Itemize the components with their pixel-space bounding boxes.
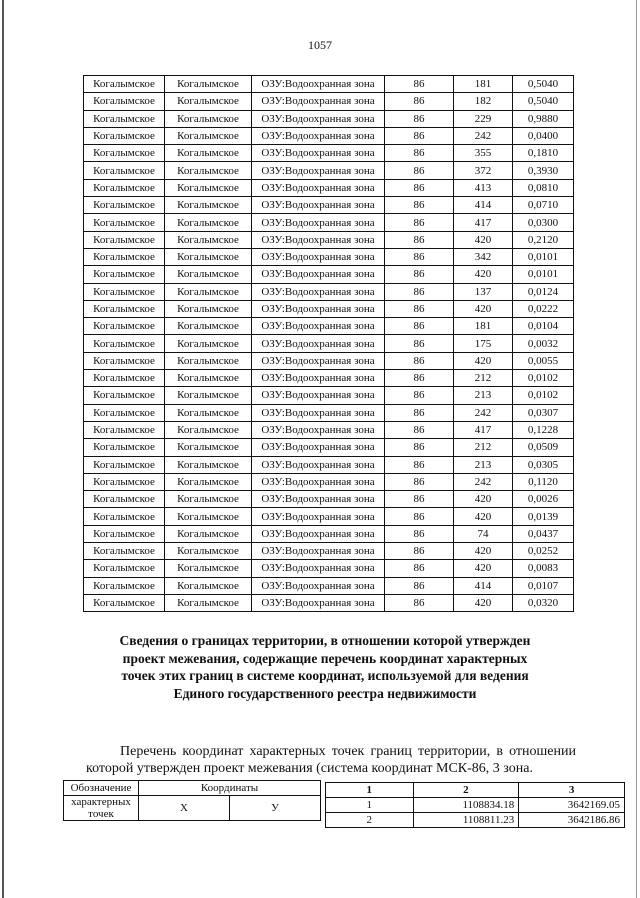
- locality-cell: Когалымское: [165, 456, 252, 473]
- region-code-cell: 86: [385, 508, 454, 525]
- table-row: [84, 473, 574, 490]
- table-row: [84, 335, 574, 352]
- zone-type-cell: ОЗУ:Водоохранная зона: [252, 404, 385, 421]
- locality-cell: Когалымское: [165, 231, 252, 248]
- table-row: [84, 197, 574, 214]
- municipality-cell: Когалымское: [84, 525, 165, 542]
- zone-type-cell: ОЗУ:Водоохранная зона: [252, 439, 385, 456]
- coord-col-label: Обозначение: [64, 781, 139, 796]
- y-value: 3642186.86: [519, 813, 625, 828]
- zone-type-cell: ОЗУ:Водоохранная зона: [252, 577, 385, 594]
- municipality-cell: Когалымское: [84, 543, 165, 560]
- region-code-cell: 86: [385, 491, 454, 508]
- table-row: [84, 456, 574, 473]
- region-code-cell: 86: [385, 231, 454, 248]
- region-code-cell: 86: [385, 421, 454, 438]
- zone-type-cell: ОЗУ:Водоохранная зона: [252, 421, 385, 438]
- region-code-cell: 86: [385, 387, 454, 404]
- area-cell: 0,0124: [513, 283, 574, 300]
- region-code-cell: 86: [385, 560, 454, 577]
- locality-cell: Когалымское: [165, 577, 252, 594]
- zone-type-cell: ОЗУ:Водоохранная зона: [252, 214, 385, 231]
- parcel-number-cell: 420: [454, 543, 513, 560]
- area-cell: 0,0102: [513, 387, 574, 404]
- parcel-number-cell: 413: [454, 179, 513, 196]
- table-row: [84, 110, 574, 127]
- table-row: [84, 318, 574, 335]
- parcel-number-cell: 417: [454, 214, 513, 231]
- area-cell: 0,0107: [513, 577, 574, 594]
- region-code-cell: 86: [385, 525, 454, 542]
- parcel-number-cell: 229: [454, 110, 513, 127]
- region-code-cell: 86: [385, 335, 454, 352]
- region-code-cell: 86: [385, 543, 454, 560]
- parcel-number-cell: 420: [454, 266, 513, 283]
- coord-row-label-1: характерных: [71, 796, 131, 808]
- area-cell: 0,0083: [513, 560, 574, 577]
- scan-edge-left: [2, 0, 4, 898]
- municipality-cell: Когалымское: [84, 491, 165, 508]
- area-cell: 0,5040: [513, 76, 574, 93]
- parcel-number-cell: 420: [454, 300, 513, 317]
- municipality-cell: Когалымское: [84, 370, 165, 387]
- municipality-cell: Когалымское: [84, 404, 165, 421]
- locality-cell: Когалымское: [165, 335, 252, 352]
- coord-table-values: [325, 782, 625, 828]
- zone-type-cell: ОЗУ:Водоохранная зона: [252, 162, 385, 179]
- zone-type-cell: ОЗУ:Водоохранная зона: [252, 110, 385, 127]
- table-row: [84, 404, 574, 421]
- locality-cell: Когалымское: [165, 439, 252, 456]
- zone-type-cell: ОЗУ:Водоохранная зона: [252, 127, 385, 144]
- zone-type-cell: ОЗУ:Водоохранная зона: [252, 197, 385, 214]
- region-code-cell: 86: [385, 145, 454, 162]
- area-cell: 0,0139: [513, 508, 574, 525]
- parcel-number-cell: 355: [454, 145, 513, 162]
- region-code-cell: 86: [385, 179, 454, 196]
- x-value: 1108834.18: [413, 798, 519, 813]
- region-code-cell: 86: [385, 594, 454, 611]
- coord-row: [326, 813, 625, 828]
- zone-type-cell: ОЗУ:Водоохранная зона: [252, 525, 385, 542]
- page-number: 1057: [308, 38, 332, 52]
- zone-type-cell: ОЗУ:Водоохранная зона: [252, 473, 385, 490]
- region-code-cell: 86: [385, 404, 454, 421]
- locality-cell: Когалымское: [165, 179, 252, 196]
- y-label: У: [230, 796, 321, 821]
- table-row: [84, 387, 574, 404]
- region-code-cell: 86: [385, 370, 454, 387]
- locality-cell: Когалымское: [165, 594, 252, 611]
- area-cell: 0,2120: [513, 231, 574, 248]
- region-code-cell: 86: [385, 456, 454, 473]
- parcel-number-cell: 414: [454, 197, 513, 214]
- zone-type-cell: ОЗУ:Водоохранная зона: [252, 370, 385, 387]
- locality-cell: Когалымское: [165, 318, 252, 335]
- area-cell: 0,0320: [513, 594, 574, 611]
- zone-type-cell: ОЗУ:Водоохранная зона: [252, 352, 385, 369]
- point-number: 2: [326, 813, 414, 828]
- locality-cell: Когалымское: [165, 560, 252, 577]
- section-heading-line: Сведения о границах территории, в отношении которой утвержден: [119, 633, 531, 648]
- municipality-cell: Когалымское: [84, 214, 165, 231]
- area-cell: 0,0104: [513, 318, 574, 335]
- section-heading: [90, 632, 560, 702]
- table-row: [84, 525, 574, 542]
- locality-cell: Когалымское: [165, 93, 252, 110]
- region-code-cell: 86: [385, 197, 454, 214]
- table-row: [84, 162, 574, 179]
- locality-cell: Когалымское: [165, 197, 252, 214]
- parcel-number-cell: 213: [454, 387, 513, 404]
- table-row: [84, 577, 574, 594]
- locality-cell: Когалымское: [165, 248, 252, 265]
- municipality-cell: Когалымское: [84, 352, 165, 369]
- municipality-cell: Когалымское: [84, 231, 165, 248]
- locality-cell: Когалымское: [165, 76, 252, 93]
- zone-type-cell: ОЗУ:Водоохранная зона: [252, 560, 385, 577]
- table-row: [84, 439, 574, 456]
- area-cell: 0,5040: [513, 93, 574, 110]
- municipality-cell: Когалымское: [84, 387, 165, 404]
- region-code-cell: 86: [385, 300, 454, 317]
- header-num: 2: [413, 783, 519, 798]
- table-row: [84, 594, 574, 611]
- municipality-cell: Когалымское: [84, 508, 165, 525]
- zones-table-body: [84, 76, 574, 612]
- locality-cell: Когалымское: [165, 370, 252, 387]
- area-cell: 0,0101: [513, 266, 574, 283]
- table-row: [84, 300, 574, 317]
- parcel-number-cell: 182: [454, 93, 513, 110]
- table-row: [84, 421, 574, 438]
- area-cell: 0,1810: [513, 145, 574, 162]
- parcel-number-cell: 420: [454, 508, 513, 525]
- locality-cell: Когалымское: [165, 404, 252, 421]
- region-code-cell: 86: [385, 76, 454, 93]
- municipality-cell: Когалымское: [84, 93, 165, 110]
- municipality-cell: Когалымское: [84, 179, 165, 196]
- region-code-cell: 86: [385, 577, 454, 594]
- parcel-number-cell: 242: [454, 404, 513, 421]
- zone-type-cell: ОЗУ:Водоохранная зона: [252, 145, 385, 162]
- locality-cell: Когалымское: [165, 543, 252, 560]
- parcel-number-cell: 420: [454, 352, 513, 369]
- area-cell: 0,0305: [513, 456, 574, 473]
- table-row: [84, 127, 574, 144]
- zone-type-cell: ОЗУ:Водоохранная зона: [252, 283, 385, 300]
- area-cell: 0,0437: [513, 525, 574, 542]
- zone-type-cell: ОЗУ:Водоохранная зона: [252, 179, 385, 196]
- x-label: Х: [139, 796, 230, 821]
- region-code-cell: 86: [385, 110, 454, 127]
- locality-cell: Когалымское: [165, 491, 252, 508]
- parcel-number-cell: 420: [454, 491, 513, 508]
- locality-cell: Когалымское: [165, 300, 252, 317]
- coord-row-label-2: точек: [88, 808, 114, 820]
- parcel-number-cell: 137: [454, 283, 513, 300]
- area-cell: 0,0101: [513, 248, 574, 265]
- parcel-number-cell: 175: [454, 335, 513, 352]
- area-cell: 0,9880: [513, 110, 574, 127]
- zone-type-cell: ОЗУ:Водоохранная зона: [252, 93, 385, 110]
- locality-cell: Когалымское: [165, 473, 252, 490]
- region-code-cell: 86: [385, 473, 454, 490]
- municipality-cell: Когалымское: [84, 456, 165, 473]
- locality-cell: Когалымское: [165, 127, 252, 144]
- area-cell: 0,0252: [513, 543, 574, 560]
- parcel-number-cell: 242: [454, 473, 513, 490]
- municipality-cell: Когалымское: [84, 76, 165, 93]
- municipality-cell: Когалымское: [84, 162, 165, 179]
- area-cell: 0,0032: [513, 335, 574, 352]
- region-code-cell: 86: [385, 439, 454, 456]
- y-value: 3642169.05: [519, 798, 625, 813]
- zones-table: [83, 75, 574, 612]
- coord-row-label: [64, 796, 139, 821]
- locality-cell: Когалымское: [165, 525, 252, 542]
- table-row: [84, 93, 574, 110]
- area-cell: 0,0307: [513, 404, 574, 421]
- area-cell: 0,0400: [513, 127, 574, 144]
- area-cell: 0,0710: [513, 197, 574, 214]
- coords-header: Координаты: [139, 781, 321, 796]
- locality-cell: Когалымское: [165, 387, 252, 404]
- table-row: [84, 543, 574, 560]
- table-row: [84, 266, 574, 283]
- area-cell: 0,3930: [513, 162, 574, 179]
- municipality-cell: Когалымское: [84, 421, 165, 438]
- zone-type-cell: ОЗУ:Водоохранная зона: [252, 248, 385, 265]
- region-code-cell: 86: [385, 352, 454, 369]
- parcel-number-cell: 181: [454, 76, 513, 93]
- locality-cell: Когалымское: [165, 352, 252, 369]
- region-code-cell: 86: [385, 266, 454, 283]
- locality-cell: Когалымское: [165, 283, 252, 300]
- zone-type-cell: ОЗУ:Водоохранная зона: [252, 543, 385, 560]
- parcel-number-cell: 420: [454, 594, 513, 611]
- parcel-number-cell: 74: [454, 525, 513, 542]
- table-row: [84, 214, 574, 231]
- region-code-cell: 86: [385, 127, 454, 144]
- table-row: [84, 145, 574, 162]
- parcel-number-cell: 372: [454, 162, 513, 179]
- table-row: [84, 76, 574, 93]
- municipality-cell: Когалымское: [84, 266, 165, 283]
- municipality-cell: Когалымское: [84, 335, 165, 352]
- intro-text: Перечень координат характерных точек границ территории, в отношении которой утвержден проект межевания (система координат МСК-86, 3 зона.: [86, 744, 576, 776]
- point-number: 1: [326, 798, 414, 813]
- table-row: [84, 231, 574, 248]
- table-row: [84, 508, 574, 525]
- municipality-cell: Когалымское: [84, 560, 165, 577]
- section-heading-line: точек этих границ в системе координат, используемой для ведения: [121, 668, 529, 683]
- area-cell: 0,1120: [513, 473, 574, 490]
- parcel-number-cell: 213: [454, 456, 513, 473]
- municipality-cell: Когалымское: [84, 439, 165, 456]
- area-cell: 0,0509: [513, 439, 574, 456]
- municipality-cell: Когалымское: [84, 145, 165, 162]
- parcel-number-cell: 181: [454, 318, 513, 335]
- zone-type-cell: ОЗУ:Водоохранная зона: [252, 76, 385, 93]
- municipality-cell: Когалымское: [84, 318, 165, 335]
- header-num: 1: [326, 783, 414, 798]
- table-row: [84, 283, 574, 300]
- municipality-cell: Когалымское: [84, 300, 165, 317]
- zone-type-cell: ОЗУ:Водоохранная зона: [252, 456, 385, 473]
- parcel-number-cell: 212: [454, 370, 513, 387]
- parcel-number-cell: 420: [454, 560, 513, 577]
- table-row: [84, 491, 574, 508]
- area-cell: 0,1228: [513, 421, 574, 438]
- area-cell: 0,0222: [513, 300, 574, 317]
- parcel-number-cell: 414: [454, 577, 513, 594]
- section-heading-line: Единого государственного реестра недвижимости: [173, 685, 477, 701]
- region-code-cell: 86: [385, 318, 454, 335]
- parcel-number-cell: 212: [454, 439, 513, 456]
- zone-type-cell: ОЗУ:Водоохранная зона: [252, 231, 385, 248]
- table-row: [84, 248, 574, 265]
- area-cell: 0,0102: [513, 370, 574, 387]
- region-code-cell: 86: [385, 162, 454, 179]
- region-code-cell: 86: [385, 214, 454, 231]
- locality-cell: Когалымское: [165, 421, 252, 438]
- municipality-cell: Когалымское: [84, 248, 165, 265]
- area-cell: 0,0026: [513, 491, 574, 508]
- table-row: [84, 560, 574, 577]
- municipality-cell: Когалымское: [84, 283, 165, 300]
- region-code-cell: 86: [385, 283, 454, 300]
- parcel-number-cell: 420: [454, 231, 513, 248]
- parcel-number-cell: 342: [454, 248, 513, 265]
- section-heading-line: проект межевания, содержащие перечень координат характерных: [122, 650, 528, 666]
- table-row: [84, 179, 574, 196]
- zone-type-cell: ОЗУ:Водоохранная зона: [252, 300, 385, 317]
- zone-type-cell: ОЗУ:Водоохранная зона: [252, 387, 385, 404]
- municipality-cell: Когалымское: [84, 110, 165, 127]
- zone-type-cell: ОЗУ:Водоохранная зона: [252, 508, 385, 525]
- table-row: [84, 370, 574, 387]
- parcel-number-cell: 417: [454, 421, 513, 438]
- region-code-cell: 86: [385, 93, 454, 110]
- scan-edge-right: [636, 0, 637, 898]
- municipality-cell: Когалымское: [84, 577, 165, 594]
- zone-type-cell: ОЗУ:Водоохранная зона: [252, 318, 385, 335]
- locality-cell: Когалымское: [165, 266, 252, 283]
- locality-cell: Когалымское: [165, 110, 252, 127]
- zone-type-cell: ОЗУ:Водоохранная зона: [252, 335, 385, 352]
- coord-row: [326, 798, 625, 813]
- intro-paragraph: [86, 743, 576, 777]
- area-cell: 0,0810: [513, 179, 574, 196]
- zone-type-cell: ОЗУ:Водоохранная зона: [252, 594, 385, 611]
- locality-cell: Когалымское: [165, 214, 252, 231]
- locality-cell: Когалымское: [165, 508, 252, 525]
- municipality-cell: Когалымское: [84, 127, 165, 144]
- area-cell: 0,0300: [513, 214, 574, 231]
- locality-cell: Когалымское: [165, 162, 252, 179]
- parcel-number-cell: 242: [454, 127, 513, 144]
- x-value: 1108811.23: [413, 813, 519, 828]
- zone-type-cell: ОЗУ:Водоохранная зона: [252, 491, 385, 508]
- coord-table-header: [63, 780, 321, 821]
- region-code-cell: 86: [385, 248, 454, 265]
- header-num: 3: [519, 783, 625, 798]
- area-cell: 0,0055: [513, 352, 574, 369]
- municipality-cell: Когалымское: [84, 594, 165, 611]
- table-row: [84, 352, 574, 369]
- municipality-cell: Когалымское: [84, 197, 165, 214]
- locality-cell: Когалымское: [165, 145, 252, 162]
- municipality-cell: Когалымское: [84, 473, 165, 490]
- zone-type-cell: ОЗУ:Водоохранная зона: [252, 266, 385, 283]
